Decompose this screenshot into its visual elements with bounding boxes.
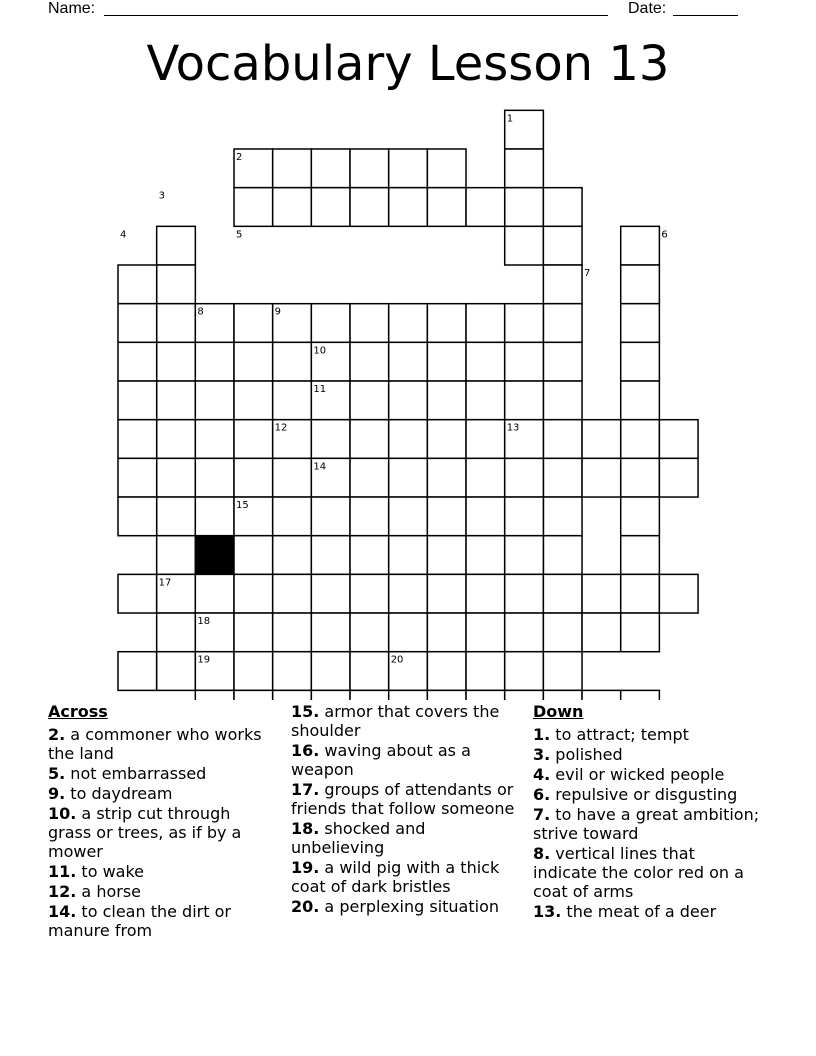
- grid-cell[interactable]: [273, 497, 312, 536]
- grid-cell[interactable]: [118, 458, 157, 497]
- grid-cell[interactable]: [389, 458, 428, 497]
- down-clue: [533, 785, 763, 804]
- grid-cell[interactable]: [273, 652, 312, 691]
- grid-cell[interactable]: [350, 652, 389, 691]
- grid-number: 14: [313, 461, 327, 473]
- across-clue: [291, 858, 521, 896]
- clue-text: to wake: [76, 862, 145, 881]
- grid-cell[interactable]: [311, 304, 350, 343]
- grid-cell[interactable]: [659, 458, 698, 497]
- across-column-1: [48, 702, 278, 941]
- across-clue: [48, 764, 278, 783]
- across-clue: [291, 780, 521, 818]
- grid-cell[interactable]: [389, 536, 428, 575]
- grid-cell[interactable]: [118, 652, 157, 691]
- grid-cell[interactable]: [427, 342, 466, 381]
- grid-cell[interactable]: [466, 690, 505, 700]
- grid-number: 6: [661, 229, 668, 241]
- grid-cell[interactable]: [543, 574, 582, 613]
- grid-cell[interactable]: [195, 690, 234, 700]
- grid-cell[interactable]: [311, 188, 350, 227]
- grid-cell[interactable]: [505, 536, 544, 575]
- grid-cell[interactable]: [118, 497, 157, 536]
- grid-cell[interactable]: [543, 613, 582, 652]
- grid-cell[interactable]: [505, 574, 544, 613]
- grid-cell[interactable]: [273, 381, 312, 420]
- grid-cell[interactable]: [466, 574, 505, 613]
- grid-cell[interactable]: [427, 304, 466, 343]
- across-clue: [291, 819, 521, 857]
- grid-cell[interactable]: [311, 690, 350, 700]
- clue-number: 11.: [48, 862, 77, 881]
- grid-cell[interactable]: [543, 226, 582, 265]
- grid-cell[interactable]: [466, 420, 505, 459]
- date-label: Date:: [628, 0, 667, 17]
- across-heading: Across: [48, 702, 108, 721]
- grid-cell[interactable]: [311, 574, 350, 613]
- grid-cell[interactable]: [621, 458, 660, 497]
- grid-cell[interactable]: [582, 458, 621, 497]
- grid-cell[interactable]: [273, 690, 312, 700]
- grid-cell[interactable]: [118, 420, 157, 459]
- clue-text: to have a great ambition; strive toward: [533, 805, 760, 843]
- grid-cell[interactable]: [621, 265, 660, 304]
- grid-cell[interactable]: [505, 690, 544, 700]
- grid-cell[interactable]: [621, 536, 660, 575]
- grid-cell[interactable]: [505, 497, 544, 536]
- grid-cell[interactable]: [466, 613, 505, 652]
- grid-number: 8: [197, 306, 204, 318]
- grid-cell[interactable]: [157, 304, 196, 343]
- grid-cell[interactable]: [466, 536, 505, 575]
- grid-cell[interactable]: [543, 690, 582, 700]
- grid-cell[interactable]: [466, 304, 505, 343]
- grid-cell[interactable]: [427, 149, 466, 188]
- clue-text: to daydream: [65, 784, 173, 803]
- clue-number: 18.: [291, 819, 320, 838]
- clue-text: a horse: [76, 882, 142, 901]
- grid-cell[interactable]: [543, 342, 582, 381]
- down-clue: [533, 745, 763, 764]
- clue-number: 3.: [533, 745, 551, 764]
- grid-number: 15: [236, 500, 249, 512]
- grid-cell[interactable]: [350, 574, 389, 613]
- grid-cell[interactable]: [389, 574, 428, 613]
- grid-cell[interactable]: [195, 574, 234, 613]
- grid-cell[interactable]: [427, 536, 466, 575]
- grid-cell[interactable]: [234, 574, 273, 613]
- grid-cell[interactable]: [350, 690, 389, 700]
- grid-cell[interactable]: [427, 574, 466, 613]
- grid-cell[interactable]: [505, 304, 544, 343]
- grid-cell[interactable]: [234, 420, 273, 459]
- grid-cell[interactable]: [195, 420, 234, 459]
- clue-number: 16.: [291, 741, 320, 760]
- down-column: [533, 702, 763, 922]
- grid-cell[interactable]: [350, 613, 389, 652]
- grid-cell[interactable]: [466, 188, 505, 227]
- across-clue: [48, 902, 278, 940]
- grid-cell[interactable]: [311, 536, 350, 575]
- clue-number: 19.: [291, 858, 320, 877]
- grid-cell[interactable]: [621, 381, 660, 420]
- grid-cell[interactable]: [621, 304, 660, 343]
- clue-text: the meat of a deer: [561, 902, 717, 921]
- across-clue: [291, 741, 521, 779]
- grid-cell[interactable]: [195, 342, 234, 381]
- grid-cell[interactable]: [234, 342, 273, 381]
- grid-cell[interactable]: [466, 381, 505, 420]
- grid-cell[interactable]: [350, 497, 389, 536]
- grid-cell[interactable]: [621, 342, 660, 381]
- clue-text: a commoner who works the land: [48, 725, 262, 763]
- grid-number: 17: [158, 577, 172, 589]
- grid-cell[interactable]: [427, 381, 466, 420]
- grid-cell[interactable]: [466, 458, 505, 497]
- grid-number: 2: [236, 152, 243, 163]
- clue-number: 10.: [48, 804, 77, 823]
- clue-text: a strip cut through grass or trees, as if by a mower: [48, 804, 242, 861]
- clue-number: 1.: [533, 725, 551, 744]
- clue-text: vertical lines that indicate the color red on a coat of arms: [533, 844, 744, 901]
- grid-cell[interactable]: [466, 497, 505, 536]
- grid-cell[interactable]: [505, 226, 544, 265]
- clue-text: waving about as a weapon: [291, 741, 471, 779]
- grid-cell[interactable]: [427, 188, 466, 227]
- across-clue: [48, 804, 278, 861]
- grid-number: 13: [506, 422, 520, 434]
- grid-cell[interactable]: [389, 420, 428, 459]
- grid-cell[interactable]: [311, 652, 350, 691]
- grid-cell[interactable]: [273, 536, 312, 575]
- grid-cell[interactable]: [273, 342, 312, 381]
- grid-cell[interactable]: [543, 652, 582, 691]
- clue-number: 4.: [533, 765, 551, 784]
- grid-cell[interactable]: [350, 149, 389, 188]
- grid-cell[interactable]: [389, 149, 428, 188]
- grid-cell[interactable]: [157, 381, 196, 420]
- grid-cell[interactable]: [505, 188, 544, 227]
- grid-cell[interactable]: [234, 458, 273, 497]
- clue-number: 13.: [533, 902, 562, 921]
- grid-number: 7: [584, 268, 591, 280]
- clue-number: 9.: [48, 784, 66, 803]
- grid-cell[interactable]: [157, 226, 196, 265]
- grid-cell[interactable]: [427, 497, 466, 536]
- grid-cell[interactable]: [234, 536, 273, 575]
- grid-cell[interactable]: [273, 149, 312, 188]
- grid-cell[interactable]: [350, 188, 389, 227]
- grid-number: 9: [274, 306, 282, 318]
- clue-number: 20.: [291, 897, 320, 916]
- grid-cell[interactable]: [234, 188, 273, 227]
- down-clue: [533, 902, 763, 921]
- clue-number: 6.: [533, 785, 551, 804]
- grid-number: 20: [390, 654, 404, 666]
- grid-number: 5: [236, 229, 243, 241]
- grid-cell[interactable]: [311, 613, 350, 652]
- grid-cell[interactable]: [543, 420, 582, 459]
- grid-cell[interactable]: [621, 613, 660, 652]
- grid-cell[interactable]: [543, 458, 582, 497]
- grid-cell[interactable]: [427, 458, 466, 497]
- grid-number: 18: [197, 616, 211, 628]
- grid-cell[interactable]: [621, 226, 660, 265]
- across-clue: [48, 882, 278, 901]
- across-clue: [291, 702, 521, 740]
- grid-cell[interactable]: [234, 613, 273, 652]
- grid-cell[interactable]: [505, 652, 544, 691]
- down-heading: Down: [533, 702, 584, 721]
- grid-cell[interactable]: [350, 381, 389, 420]
- clue-text: a wild pig with a thick coat of dark bristles: [291, 858, 500, 896]
- grid-cell[interactable]: [389, 613, 428, 652]
- grid-number: 11: [313, 384, 327, 396]
- clue-number: 12.: [48, 882, 77, 901]
- grid-cell[interactable]: [157, 458, 196, 497]
- clue-text: shocked and unbelieving: [291, 819, 426, 857]
- clue-text: repulsive or disgusting: [550, 785, 738, 804]
- grid-cell[interactable]: [157, 265, 196, 304]
- grid-cell[interactable]: [505, 342, 544, 381]
- across-clue: [48, 862, 278, 881]
- grid-cell[interactable]: [311, 149, 350, 188]
- grid-cell[interactable]: [389, 381, 428, 420]
- grid-cell[interactable]: [543, 497, 582, 536]
- grid-cell[interactable]: [118, 342, 157, 381]
- grid-cell[interactable]: [389, 342, 428, 381]
- grid-cell[interactable]: [505, 458, 544, 497]
- grid-cell[interactable]: [466, 342, 505, 381]
- grid-cell[interactable]: [118, 304, 157, 343]
- down-clue: [533, 805, 763, 843]
- grid-cell[interactable]: [118, 574, 157, 613]
- grid-cell[interactable]: [157, 536, 196, 575]
- grid-cell[interactable]: [543, 304, 582, 343]
- across-clue: [48, 784, 278, 803]
- grid-cell[interactable]: [350, 420, 389, 459]
- grid-cell[interactable]: [350, 536, 389, 575]
- down-clue: [533, 725, 763, 744]
- grid-cell[interactable]: [505, 613, 544, 652]
- clue-text: armor that covers the shoulder: [291, 702, 500, 740]
- grid-cell[interactable]: [621, 497, 660, 536]
- grid-cell[interactable]: [427, 613, 466, 652]
- grid-cell[interactable]: [466, 652, 505, 691]
- clue-number: 14.: [48, 902, 77, 921]
- across-clue: [48, 725, 278, 763]
- grid-cell[interactable]: [273, 613, 312, 652]
- grid-cell[interactable]: [273, 188, 312, 227]
- grid-cell[interactable]: [157, 497, 196, 536]
- clue-text: not embarrassed: [65, 764, 207, 783]
- grid-cell[interactable]: [389, 304, 428, 343]
- grid-cell[interactable]: [350, 458, 389, 497]
- grid-cell[interactable]: [389, 497, 428, 536]
- clue-text: groups of attendants or friends that follow someone: [291, 780, 515, 818]
- clue-text: a perplexing situation: [319, 897, 500, 916]
- clue-text: polished: [550, 745, 623, 764]
- name-label: Name:: [48, 0, 96, 17]
- grid-cell[interactable]: [350, 304, 389, 343]
- grid-cell[interactable]: [505, 381, 544, 420]
- grid-cell[interactable]: [659, 574, 698, 613]
- grid-cell[interactable]: [195, 381, 234, 420]
- page-title: Vocabulary Lesson 13: [146, 36, 670, 92]
- grid-cell[interactable]: [234, 381, 273, 420]
- grid-cell[interactable]: [582, 613, 621, 652]
- clue-number: 17.: [291, 780, 320, 799]
- grid-cell[interactable]: [157, 342, 196, 381]
- clue-number: 8.: [533, 844, 551, 863]
- clue-number: 15.: [291, 702, 320, 721]
- clue-text: evil or wicked people: [550, 765, 725, 784]
- grid-cell[interactable]: [543, 536, 582, 575]
- grid-cell[interactable]: [582, 690, 621, 700]
- grid-cell[interactable]: [543, 265, 582, 304]
- grid-cell[interactable]: [195, 458, 234, 497]
- grid-cell[interactable]: [427, 652, 466, 691]
- clue-text: to attract; tempt: [550, 725, 689, 744]
- grid-number: 12: [274, 422, 288, 434]
- grid-cell[interactable]: [505, 149, 544, 188]
- grid-cell[interactable]: [273, 574, 312, 613]
- grid-cell[interactable]: [621, 420, 660, 459]
- down-clue: [533, 765, 763, 784]
- clue-number: 7.: [533, 805, 551, 824]
- grid-cell[interactable]: [195, 497, 234, 536]
- grid-cell[interactable]: [427, 420, 466, 459]
- grid-cell[interactable]: [311, 497, 350, 536]
- grid-cell[interactable]: [234, 690, 273, 700]
- grid-cell[interactable]: [621, 690, 660, 700]
- clue-number: 2.: [48, 725, 66, 744]
- grid-number: 4: [120, 229, 127, 241]
- grid-cell[interactable]: [234, 304, 273, 343]
- clue-text: to clean the dirt or manure from: [48, 902, 231, 940]
- grid-cell[interactable]: [389, 690, 428, 700]
- grid-cell[interactable]: [582, 420, 621, 459]
- grid-number: 10: [313, 345, 327, 357]
- down-clue: [533, 844, 763, 901]
- grid-number: 3: [158, 190, 166, 202]
- clue-number: 5.: [48, 764, 66, 783]
- grid-cell[interactable]: [118, 265, 157, 304]
- grid-cell[interactable]: [311, 420, 350, 459]
- across-column-2: [291, 702, 521, 917]
- grid-number: 1: [506, 113, 514, 125]
- grid-cell[interactable]: [234, 652, 273, 691]
- grid-cell[interactable]: [157, 613, 196, 652]
- grid-number: 19: [197, 654, 211, 666]
- grid-number: 16: [197, 538, 211, 550]
- clues-section: [0, 702, 816, 1056]
- grid-cell[interactable]: [157, 420, 196, 459]
- grid-cell[interactable]: [621, 574, 660, 613]
- across-clue: [291, 897, 521, 916]
- grid-cell[interactable]: [157, 652, 196, 691]
- grid-cell[interactable]: [350, 342, 389, 381]
- grid-cell[interactable]: [582, 574, 621, 613]
- grid-cell[interactable]: [543, 188, 582, 227]
- grid-cell[interactable]: [659, 420, 698, 459]
- grid-cell[interactable]: [389, 188, 428, 227]
- grid-cell[interactable]: [118, 381, 157, 420]
- grid-cell[interactable]: [543, 381, 582, 420]
- grid-cell[interactable]: [273, 458, 312, 497]
- grid-cell[interactable]: [427, 690, 466, 700]
